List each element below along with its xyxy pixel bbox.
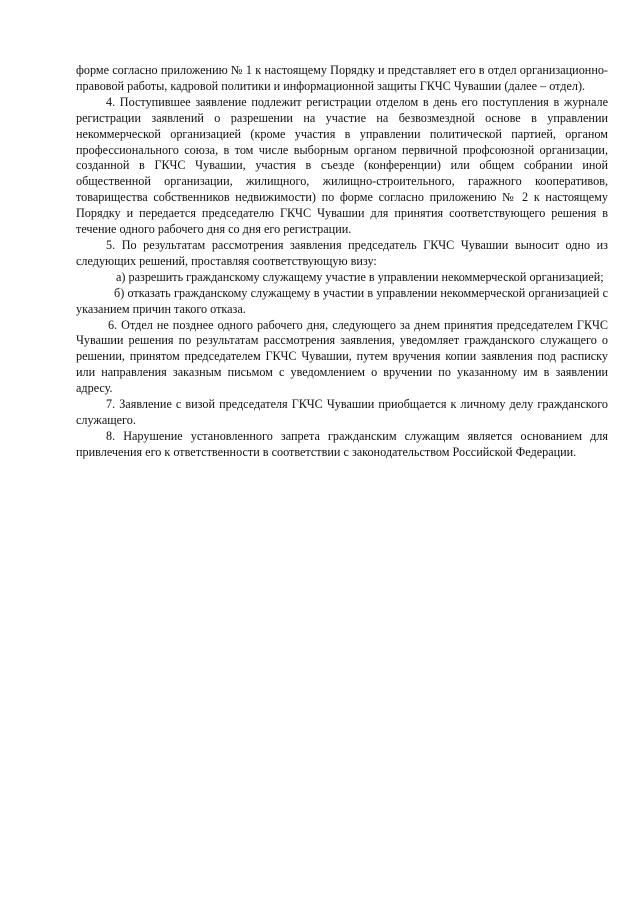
document-page <box>76 63 608 461</box>
paragraph-5b: б) отказать гражданскому служащему в участии в управлении некоммерческой организацией с указанием причин такого отказа. <box>76 285 608 316</box>
paragraph-5a: а) разрешить гражданскому служащему участие в управлении некоммерческой организацией; <box>116 269 604 284</box>
paragraph-8: 8. Нарушение установленного запрета гражданским служащим является основанием для привлечения его к ответственности в соответствии с законодательством Российской Федерации. <box>76 428 608 459</box>
paragraph-continuation: форме согласно приложению № 1 к настоящему Порядку и представляет его в отдел организационно-правовой работы, кадровой политики и информационной защиты ГКЧС Чувашии (далее – отдел). <box>76 63 608 93</box>
paragraph-4: 4. Поступившее заявление подлежит регистрации отделом в день его поступления в журнале регистрации заявлений о разрешении на участие на безвозмездной основе в управлении некоммерческой организацией (кроме участия в управлении политической партией, органом профессионального союза, в том числе выборным органом первичной профсоюзной организации, созданной в ГКЧС Чувашии, участия в съезде (конференции) или общем собрании иной общественной организации, жилищного, жилищно-строительного, гаражного кооперативов, товарищества собственников недвижимости) по форме согласно приложению № 2 к настоящему Порядку и передается председателю ГКЧС Чувашии для принятия соответствующего решения в течение одного рабочего дня со дня его регистрации. <box>76 94 608 237</box>
paragraph-5: 5. По результатам рассмотрения заявления председатель ГКЧС Чувашии выносит одно из следующих решений, проставляя соответствующую визу: <box>76 237 608 268</box>
paragraph-7: 7. Заявление с визой председателя ГКЧС Чувашии приобщается к личному делу гражданского служащего. <box>76 397 608 427</box>
paragraph-6: 6. Отдел не позднее одного рабочего дня, следующего за днем принятия председателем ГКЧС Чувашии решения по результатам рассмотрения заявления, уведомляет гражданского служащего о решении, принятом председателем ГКЧС Чувашии, путем вручения копии заявления под расписку или направления заказным письмом с уведомлением о вручении по указанному им в заявлении адресу. <box>76 317 608 396</box>
